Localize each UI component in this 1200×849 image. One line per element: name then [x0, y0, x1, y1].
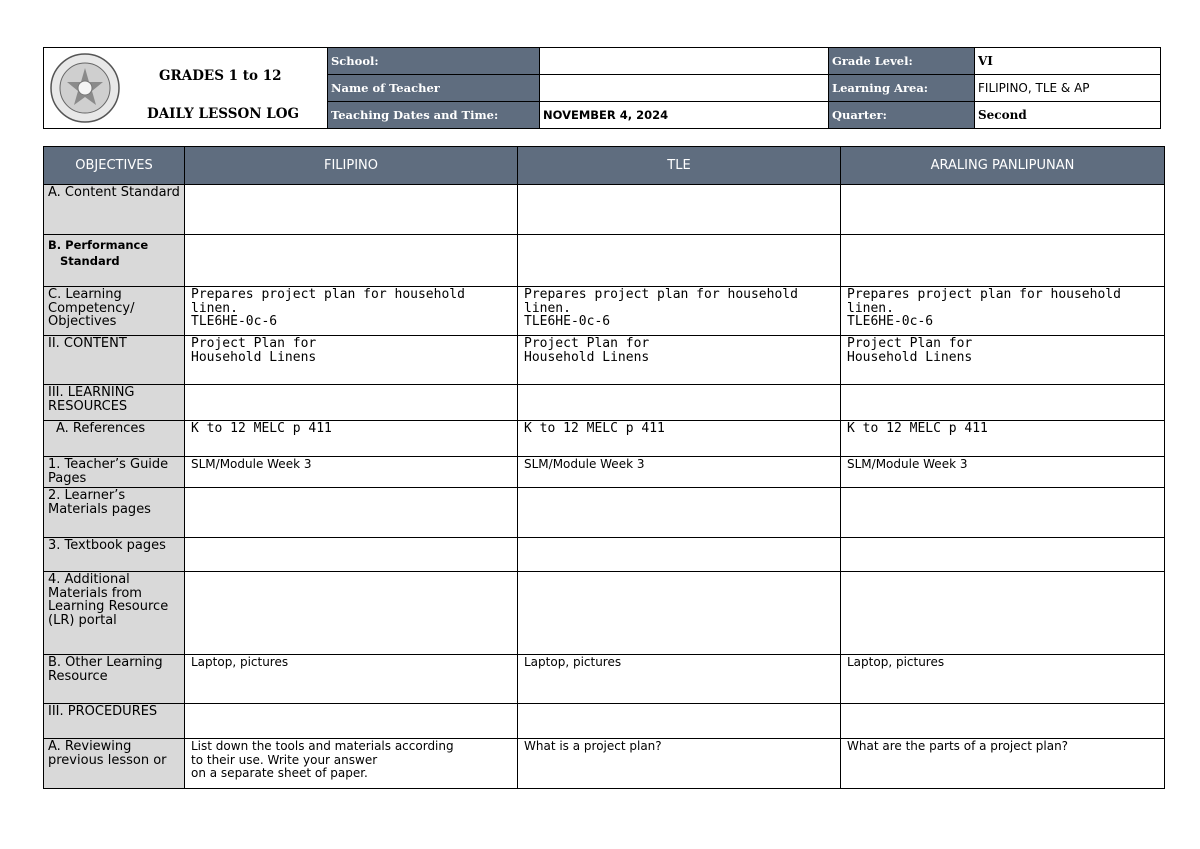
- cell-tle[interactable]: [518, 235, 841, 287]
- cell-tle[interactable]: [518, 385, 841, 421]
- col-header-ap: ARALING PANLIPUNAN: [841, 147, 1165, 185]
- teacher-label: Name of Teacher: [328, 75, 540, 102]
- cell-ap[interactable]: K to 12 MELC p 411: [841, 421, 1165, 457]
- header-title-cell: [44, 48, 328, 129]
- header-title-grades: GRADES 1 to 12: [159, 68, 282, 84]
- row-label-learners-materials: 2. Learner’s Materials pages: [44, 488, 185, 538]
- cell-filipino[interactable]: [185, 336, 518, 385]
- cell-tle[interactable]: What is a project plan?: [518, 739, 841, 789]
- competency-text: Prepares project plan for household: [191, 287, 465, 302]
- table-row: [44, 739, 1165, 789]
- grade-level-label: Grade Level:: [829, 48, 975, 75]
- row-label-reviewing: A. Reviewing previous lesson or: [44, 739, 185, 789]
- row-label-textbook: 3. Textbook pages: [44, 538, 185, 572]
- row-label-performance-line2: Standard: [60, 254, 120, 268]
- competency-code: TLE6HE-0c-6: [847, 314, 934, 329]
- cell-ap[interactable]: Laptop, pictures: [841, 655, 1165, 704]
- cell-filipino[interactable]: [185, 572, 518, 655]
- cell-ap[interactable]: [841, 185, 1165, 235]
- cell-filipino[interactable]: [185, 185, 518, 235]
- cell-filipino[interactable]: [185, 739, 518, 789]
- row-label-content: II. CONTENT: [44, 336, 185, 385]
- table-row: [44, 185, 1165, 235]
- row-label-content-standard: A. Content Standard: [44, 185, 185, 235]
- cell-ap[interactable]: SLM/Module Week 3: [841, 457, 1165, 488]
- table-row: [44, 235, 1165, 287]
- cell-filipino[interactable]: [185, 488, 518, 538]
- learning-area-label: Learning Area:: [829, 75, 975, 102]
- cell-tle[interactable]: Laptop, pictures: [518, 655, 841, 704]
- cell-tle[interactable]: [518, 572, 841, 655]
- reviewing-text: on a separate sheet of paper.: [191, 766, 368, 780]
- table-row: [44, 572, 1165, 655]
- reviewing-text: List down the tools and materials according: [191, 739, 454, 753]
- school-value[interactable]: [540, 48, 829, 75]
- school-label: School:: [328, 48, 540, 75]
- lesson-log-table: [43, 146, 1165, 789]
- table-row: [44, 336, 1165, 385]
- row-label-other-resource: B. Other Learning Resource: [44, 655, 185, 704]
- cell-filipino[interactable]: [185, 235, 518, 287]
- content-text: Project Plan for: [524, 336, 650, 351]
- cell-tle[interactable]: [518, 704, 841, 739]
- content-text: Household Linens: [191, 349, 317, 365]
- competency-text: linen.: [847, 300, 894, 316]
- col-header-filipino: FILIPINO: [185, 147, 518, 185]
- teaching-dates-value[interactable]: NOVEMBER 4, 2024: [540, 102, 829, 129]
- cell-ap[interactable]: [841, 336, 1165, 385]
- cell-tle[interactable]: [518, 538, 841, 572]
- header-table: [43, 47, 1161, 129]
- reviewing-text: to their use. Write your answer: [191, 752, 378, 767]
- cell-ap[interactable]: [841, 704, 1165, 739]
- table-row: [44, 457, 1165, 488]
- table-row: [44, 488, 1165, 538]
- teacher-value[interactable]: [540, 75, 829, 102]
- row-label-additional-materials: 4. Additional Materials from Learning Resource (LR) portal: [44, 572, 185, 655]
- cell-ap[interactable]: [841, 572, 1165, 655]
- cell-ap[interactable]: [841, 538, 1165, 572]
- cell-filipino[interactable]: [185, 704, 518, 739]
- table-row: [44, 655, 1165, 704]
- competency-text: linen.: [524, 300, 571, 316]
- row-label-procedures: III. PROCEDURES: [44, 704, 185, 739]
- col-header-tle: TLE: [518, 147, 841, 185]
- quarter-label: Quarter:: [829, 102, 975, 129]
- content-text: Project Plan for: [191, 336, 317, 351]
- competency-text: Prepares project plan for household: [847, 287, 1121, 302]
- cell-tle[interactable]: SLM/Module Week 3: [518, 457, 841, 488]
- teaching-dates-label: Teaching Dates and Time:: [328, 102, 540, 129]
- cell-filipino[interactable]: [185, 287, 518, 336]
- cell-tle[interactable]: [518, 488, 841, 538]
- row-label-competency: C. Learning Competency/ Objectives: [44, 287, 185, 336]
- cell-tle[interactable]: K to 12 MELC p 411: [518, 421, 841, 457]
- competency-text: Prepares project plan for household: [524, 287, 798, 302]
- row-label-performance-standard: [44, 235, 185, 287]
- table-row: [44, 704, 1165, 739]
- table-row: [44, 421, 1165, 457]
- cell-ap[interactable]: [841, 385, 1165, 421]
- deped-seal-icon: [49, 52, 121, 124]
- learning-area-value[interactable]: FILIPINO, TLE & AP: [975, 75, 1161, 102]
- row-label-references: A. References: [44, 421, 185, 457]
- cell-ap[interactable]: [841, 235, 1165, 287]
- competency-text: linen.: [191, 300, 238, 316]
- header-title-dll: DAILY LESSON LOG: [147, 106, 300, 122]
- row-label-learning-resources: III. LEARNING RESOURCES: [44, 385, 185, 421]
- cell-tle[interactable]: [518, 336, 841, 385]
- content-text: Project Plan for: [847, 336, 973, 351]
- cell-tle[interactable]: [518, 287, 841, 336]
- col-header-objectives: OBJECTIVES: [44, 147, 185, 185]
- cell-filipino[interactable]: [185, 538, 518, 572]
- content-text: Household Linens: [524, 349, 650, 365]
- cell-ap[interactable]: What are the parts of a project plan?: [841, 739, 1165, 789]
- grade-level-value[interactable]: VI: [975, 48, 1161, 75]
- cell-ap[interactable]: [841, 488, 1165, 538]
- table-row: [44, 385, 1165, 421]
- table-row: [44, 538, 1165, 572]
- row-label-performance-line1: B. Performance: [48, 238, 149, 252]
- content-text: Household Linens: [847, 349, 973, 365]
- table-header-row: [44, 147, 1165, 185]
- cell-filipino[interactable]: K to 12 MELC p 411: [185, 421, 518, 457]
- cell-filipino[interactable]: Laptop, pictures: [185, 655, 518, 704]
- competency-code: TLE6HE-0c-6: [524, 314, 611, 329]
- cell-filipino[interactable]: [185, 385, 518, 421]
- row-label-teachers-guide: 1. Teacher’s Guide Pages: [44, 457, 185, 488]
- cell-filipino[interactable]: SLM/Module Week 3: [185, 457, 518, 488]
- table-row: [44, 287, 1165, 336]
- competency-code: TLE6HE-0c-6: [191, 314, 278, 329]
- cell-ap[interactable]: [841, 287, 1165, 336]
- quarter-value[interactable]: Second: [975, 102, 1161, 129]
- cell-tle[interactable]: [518, 185, 841, 235]
